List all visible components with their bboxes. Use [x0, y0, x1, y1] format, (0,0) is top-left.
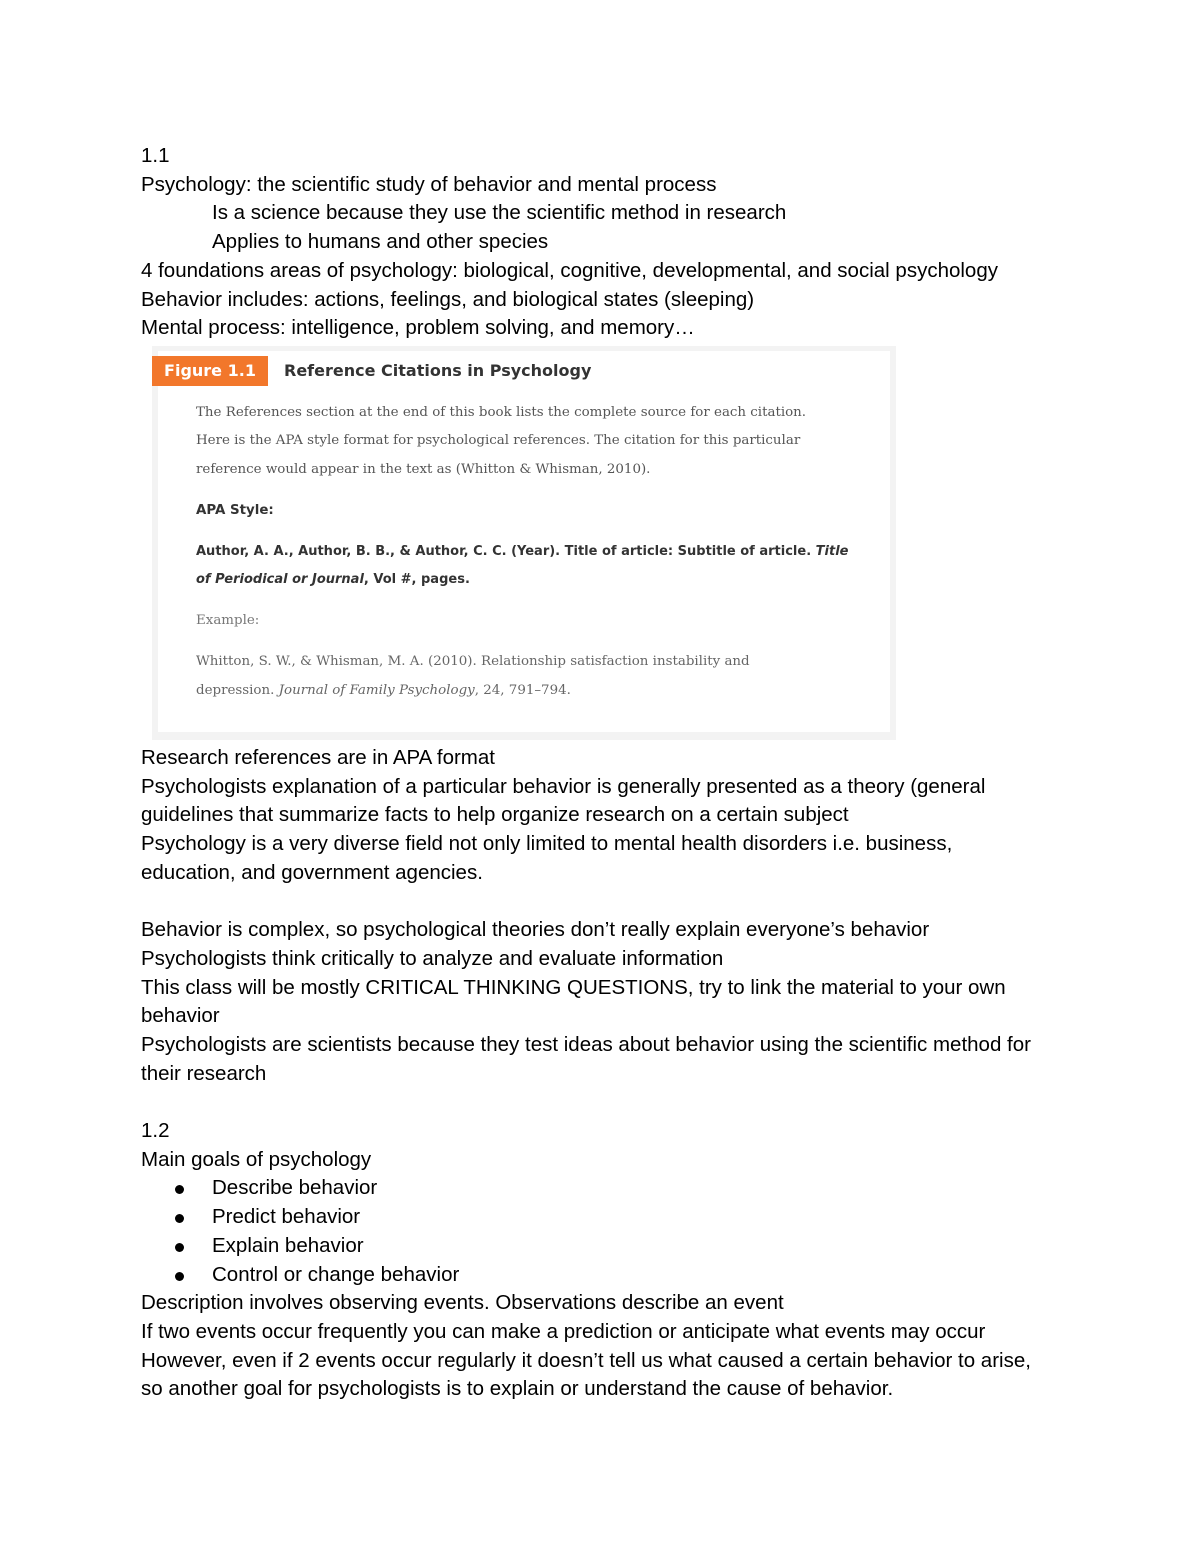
bullet-icon [175, 1185, 184, 1194]
apa-format-italic: of Periodical or Journal [196, 572, 364, 588]
figure-intro-line: The References section at the end of this book lists the complete source for each citation. [196, 404, 807, 420]
example-reference-line [196, 677, 868, 705]
list-item-text: Predict behavior [212, 1205, 361, 1229]
apa-style-label: APA Style: [196, 502, 274, 518]
text-paragraph: Psychologists explanation of a particular behavior is generally presented as a theory (general guidelines that summarize facts to help organize research on a certain subject [141, 774, 986, 827]
indented-point: Is a science because they use the scientific method in research [212, 201, 787, 225]
list-item [141, 1174, 1046, 1203]
text-paragraph: Psychology is a very diverse field not only limited to mental health disorders i.e. business, education, and government agencies. [141, 832, 953, 884]
text-line: Mental process: intelligence, problem solving, and memory… [141, 316, 695, 340]
text-line: Behavior is complex, so psychological theories don’t really explain everyone’s behavior [141, 918, 930, 942]
figure-intro-line: Here is the APA style format for psychological references. The citation for this particular [196, 433, 801, 449]
section-heading-1-2: 1.2 [141, 1119, 170, 1143]
bullet-icon [175, 1214, 184, 1223]
apa-format-line [196, 538, 868, 566]
list-item-text: Explain behavior [212, 1233, 364, 1257]
list-item [141, 1261, 1046, 1290]
example-text: depression. [196, 682, 275, 698]
example-label: Example: [196, 613, 260, 629]
text-line: 4 foundations areas of psychology: biological, cognitive, developmental, and social psychology [141, 258, 998, 282]
text-paragraph: However, even if 2 events occur regularly it doesn’t tell us what caused a certain behavior to arise, so another goal for psychologists is to explain or understand the cause of behavior. [141, 1348, 1031, 1401]
text-line: Description involves observing events. Observations describe an event [141, 1291, 784, 1315]
list-item [141, 1232, 1046, 1261]
bullet-icon [175, 1272, 184, 1281]
text-line: Research references are in APA format [141, 745, 495, 769]
section-heading-1-1: 1.1 [141, 144, 170, 167]
bullet-icon [175, 1243, 184, 1252]
figure-intro-line: reference would appear in the text as (Whitton & Whisman, 2010). [196, 461, 651, 477]
figure-body [196, 399, 868, 705]
example-text: , 24, 791–794. [474, 682, 571, 698]
goals-list [141, 1174, 1046, 1289]
text-line: Behavior includes: actions, feelings, and biological states (sleeping) [141, 287, 755, 311]
example-reference-line: Whitton, S. W., & Whisman, M. A. (2010). Relationship satisfaction instability and [196, 654, 750, 670]
apa-format-italic: Title [815, 543, 849, 559]
document-page [141, 142, 1046, 1404]
example-journal: Journal of Family Psychology [278, 682, 475, 698]
text-paragraph: Psychologists are scientists because they test ideas about behavior using the scientific method for their research [141, 1032, 1031, 1085]
figure-card [158, 351, 890, 732]
text-paragraph: This class will be mostly CRITICAL THINKING QUESTIONS, try to link the material to your own behavior [141, 975, 1006, 1028]
apa-format-text: , Vol #, pages. [363, 572, 470, 588]
indented-point: Applies to humans and other species [212, 230, 549, 254]
text-line: Psychologists think critically to analyze and evaluate information [141, 946, 724, 970]
blank-line [141, 1088, 1046, 1117]
figure-title: Reference Citations in Psychology [284, 360, 592, 380]
blank-line [141, 887, 1046, 916]
list-item [141, 1203, 1046, 1232]
figure-badge: Figure 1.1 [152, 356, 268, 386]
psychology-definition: Psychology: the scientific study of behavior and mental process [141, 172, 717, 196]
apa-format-line [196, 566, 868, 594]
list-item-text: Control or change behavior [212, 1262, 460, 1286]
goals-intro: Main goals of psychology [141, 1147, 372, 1171]
figure-reference-citations [152, 346, 896, 740]
apa-format-text: Author, A. A., Author, B. B., & Author, C. C. (Year). Title of article: Subtitle of article. [196, 543, 812, 559]
list-item-text: Describe behavior [212, 1176, 378, 1200]
text-line: If two events occur frequently you can make a prediction or anticipate what events may occur [141, 1319, 986, 1343]
